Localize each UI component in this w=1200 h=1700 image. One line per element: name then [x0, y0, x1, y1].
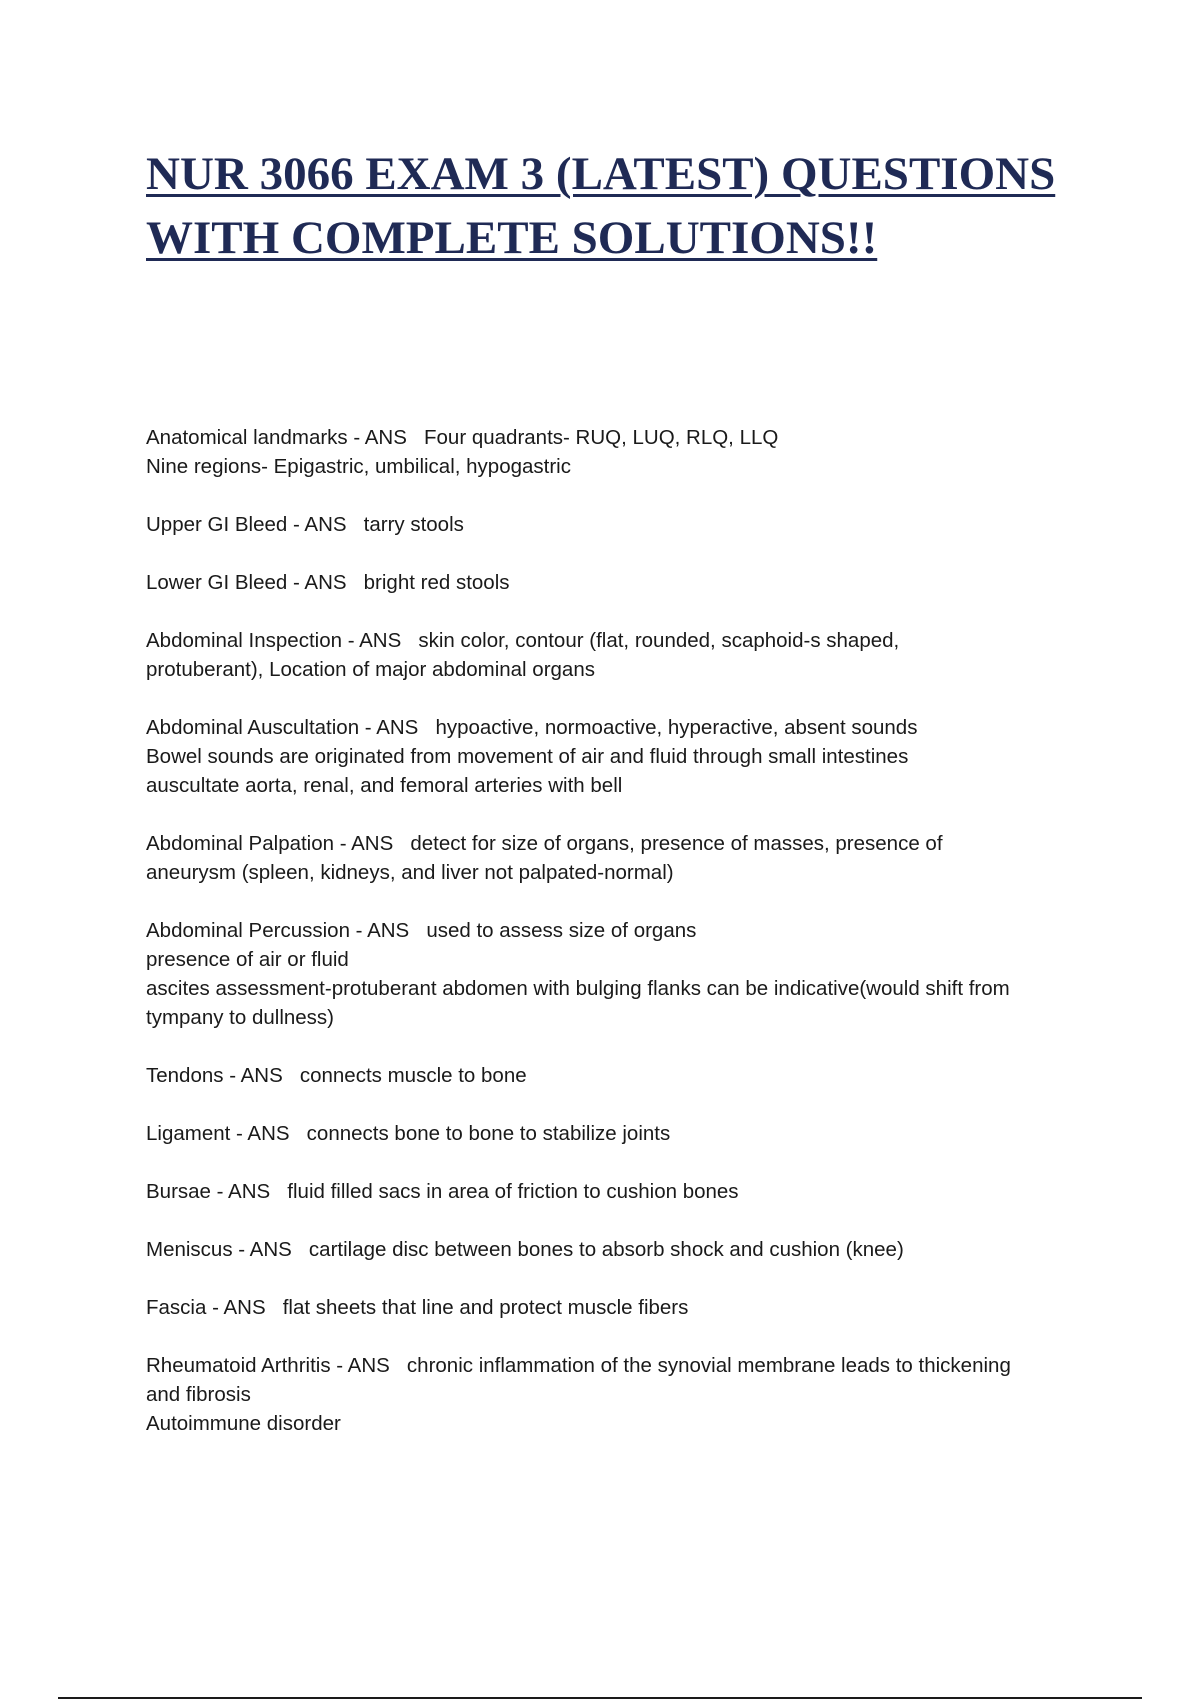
entry-line: [146, 1003, 1106, 1032]
entry-answer-text: Autoimmune disorder: [146, 1412, 341, 1435]
entry-ans-marker: - ANS: [349, 919, 427, 942]
entry-answer-text: connects bone to bone to stabilize joints: [306, 1122, 671, 1145]
entry-line: [146, 771, 1106, 800]
title-line-2: WITH COMPLETE SOLUTIONS!!: [146, 212, 878, 264]
entry-term: Abdominal Auscultation: [146, 716, 360, 739]
entry-answer-text: cartilage disc between bones to absorb shock and cushion (knee): [308, 1238, 904, 1261]
entry-ans-marker: - ANS: [347, 426, 424, 449]
entry-ans-marker: - ANS: [287, 571, 364, 594]
entry-line: [146, 713, 1106, 742]
entry-answer-text: flat sheets that line and protect muscle fibers: [282, 1296, 689, 1319]
entry-term: Meniscus: [146, 1238, 233, 1261]
entry-line: [146, 510, 1106, 539]
qa-entry: [146, 829, 1106, 887]
entry-answer-text: tympany to dullness): [146, 1006, 335, 1029]
entry-answer-text: used to assess size of organs: [426, 919, 697, 942]
entry-line: [146, 452, 1106, 481]
entry-term: Rheumatoid Arthritis: [146, 1354, 331, 1377]
qa-entry: [146, 1351, 1106, 1438]
entry-answer-text: hypoactive, normoactive, hyperactive, absent sounds: [435, 716, 918, 739]
entry-line: [146, 626, 1106, 655]
entry-term: Bursae: [146, 1180, 211, 1203]
entry-line: [146, 829, 1106, 858]
qa-entry: [146, 1119, 1106, 1148]
entry-term: Lower GI Bleed: [146, 571, 288, 594]
entry-line: [146, 916, 1106, 945]
entry-term: Abdominal Percussion: [146, 919, 350, 942]
entry-line: [146, 1061, 1106, 1090]
entry-line: [146, 1293, 1106, 1322]
entry-line: [146, 945, 1106, 974]
entry-term: Tendons: [146, 1064, 224, 1087]
entry-term: Anatomical landmarks: [146, 426, 348, 449]
entry-term: Abdominal Inspection: [146, 629, 343, 652]
entry-answer-text: chronic inflammation of the synovial membrane leads to thickening: [406, 1354, 1011, 1377]
entry-line: [146, 1380, 1106, 1409]
entry-term: Fascia: [146, 1296, 207, 1319]
entry-term: Ligament: [146, 1122, 231, 1145]
qa-entry: [146, 626, 1106, 684]
qa-entry: [146, 1293, 1106, 1322]
qa-entry: [146, 1177, 1106, 1206]
entry-line: [146, 1351, 1106, 1380]
entry-term: Upper GI Bleed: [146, 513, 288, 536]
entry-line: [146, 568, 1106, 597]
entry-term: Abdominal Palpation: [146, 832, 335, 855]
entry-answer-text: aneurysm (spleen, kidneys, and liver not palpated-normal): [146, 861, 674, 884]
entry-ans-marker: - ANS: [206, 1296, 283, 1319]
qa-entry: [146, 1235, 1106, 1264]
footer-divider: [58, 1697, 1142, 1699]
entry-line: [146, 1119, 1106, 1148]
qa-entry: [146, 713, 1106, 800]
entry-ans-marker: - ANS: [230, 1122, 307, 1145]
entry-answer-text: and fibrosis: [146, 1383, 251, 1406]
entry-ans-marker: - ANS: [359, 716, 436, 739]
entry-answer-text: bright red stools: [363, 571, 510, 594]
entry-answer-text: tarry stools: [363, 513, 464, 536]
entry-line: [146, 1235, 1106, 1264]
entry-answer-text: protuberant), Location of major abdominal organs: [146, 658, 595, 681]
qa-entry: [146, 1061, 1106, 1090]
entry-answer-text: auscultate aorta, renal, and femoral arteries with bell: [146, 774, 623, 797]
entry-line: [146, 1177, 1106, 1206]
qa-entry: [146, 568, 1106, 597]
entry-answer-text: Four quadrants- RUQ, LUQ, RLQ, LLQ: [424, 426, 779, 449]
entry-ans-marker: - ANS: [232, 1238, 309, 1261]
entry-answer-text: fluid filled sacs in area of friction to cushion bones: [287, 1180, 739, 1203]
entry-ans-marker: - ANS: [330, 1354, 407, 1377]
qa-entry: [146, 423, 1106, 481]
entry-answer-text: detect for size of organs, presence of masses, presence of: [410, 832, 943, 855]
entry-ans-marker: - ANS: [210, 1180, 288, 1203]
entry-line: [146, 974, 1106, 1003]
entry-line: [146, 858, 1106, 887]
document-title: [146, 142, 1086, 270]
title-line-1: NUR 3066 EXAM 3 (LATEST) QUESTIONS: [146, 148, 1056, 200]
entry-answer-text: Nine regions- Epigastric, umbilical, hypogastric: [146, 455, 571, 478]
entry-ans-marker: - ANS: [342, 629, 419, 652]
qa-entry: [146, 916, 1106, 1032]
entry-ans-marker: - ANS: [223, 1064, 300, 1087]
qa-list: [146, 423, 1106, 1467]
entry-line: [146, 655, 1106, 684]
entry-answer-text: Bowel sounds are originated from movement of air and fluid through small intestines: [146, 745, 909, 768]
qa-entry: [146, 510, 1106, 539]
entry-line: [146, 742, 1106, 771]
entry-answer-text: connects muscle to bone: [299, 1064, 527, 1087]
entry-answer-text: skin color, contour (flat, rounded, scaphoid-s shaped,: [418, 629, 900, 652]
entry-answer-text: ascites assessment-protuberant abdomen with bulging flanks can be indicative(would shift from: [146, 977, 1010, 1000]
entry-ans-marker: - ANS: [334, 832, 411, 855]
entry-answer-text: presence of air or fluid: [146, 948, 349, 971]
entry-line: [146, 423, 1106, 452]
entry-line: [146, 1409, 1106, 1438]
entry-ans-marker: - ANS: [287, 513, 364, 536]
